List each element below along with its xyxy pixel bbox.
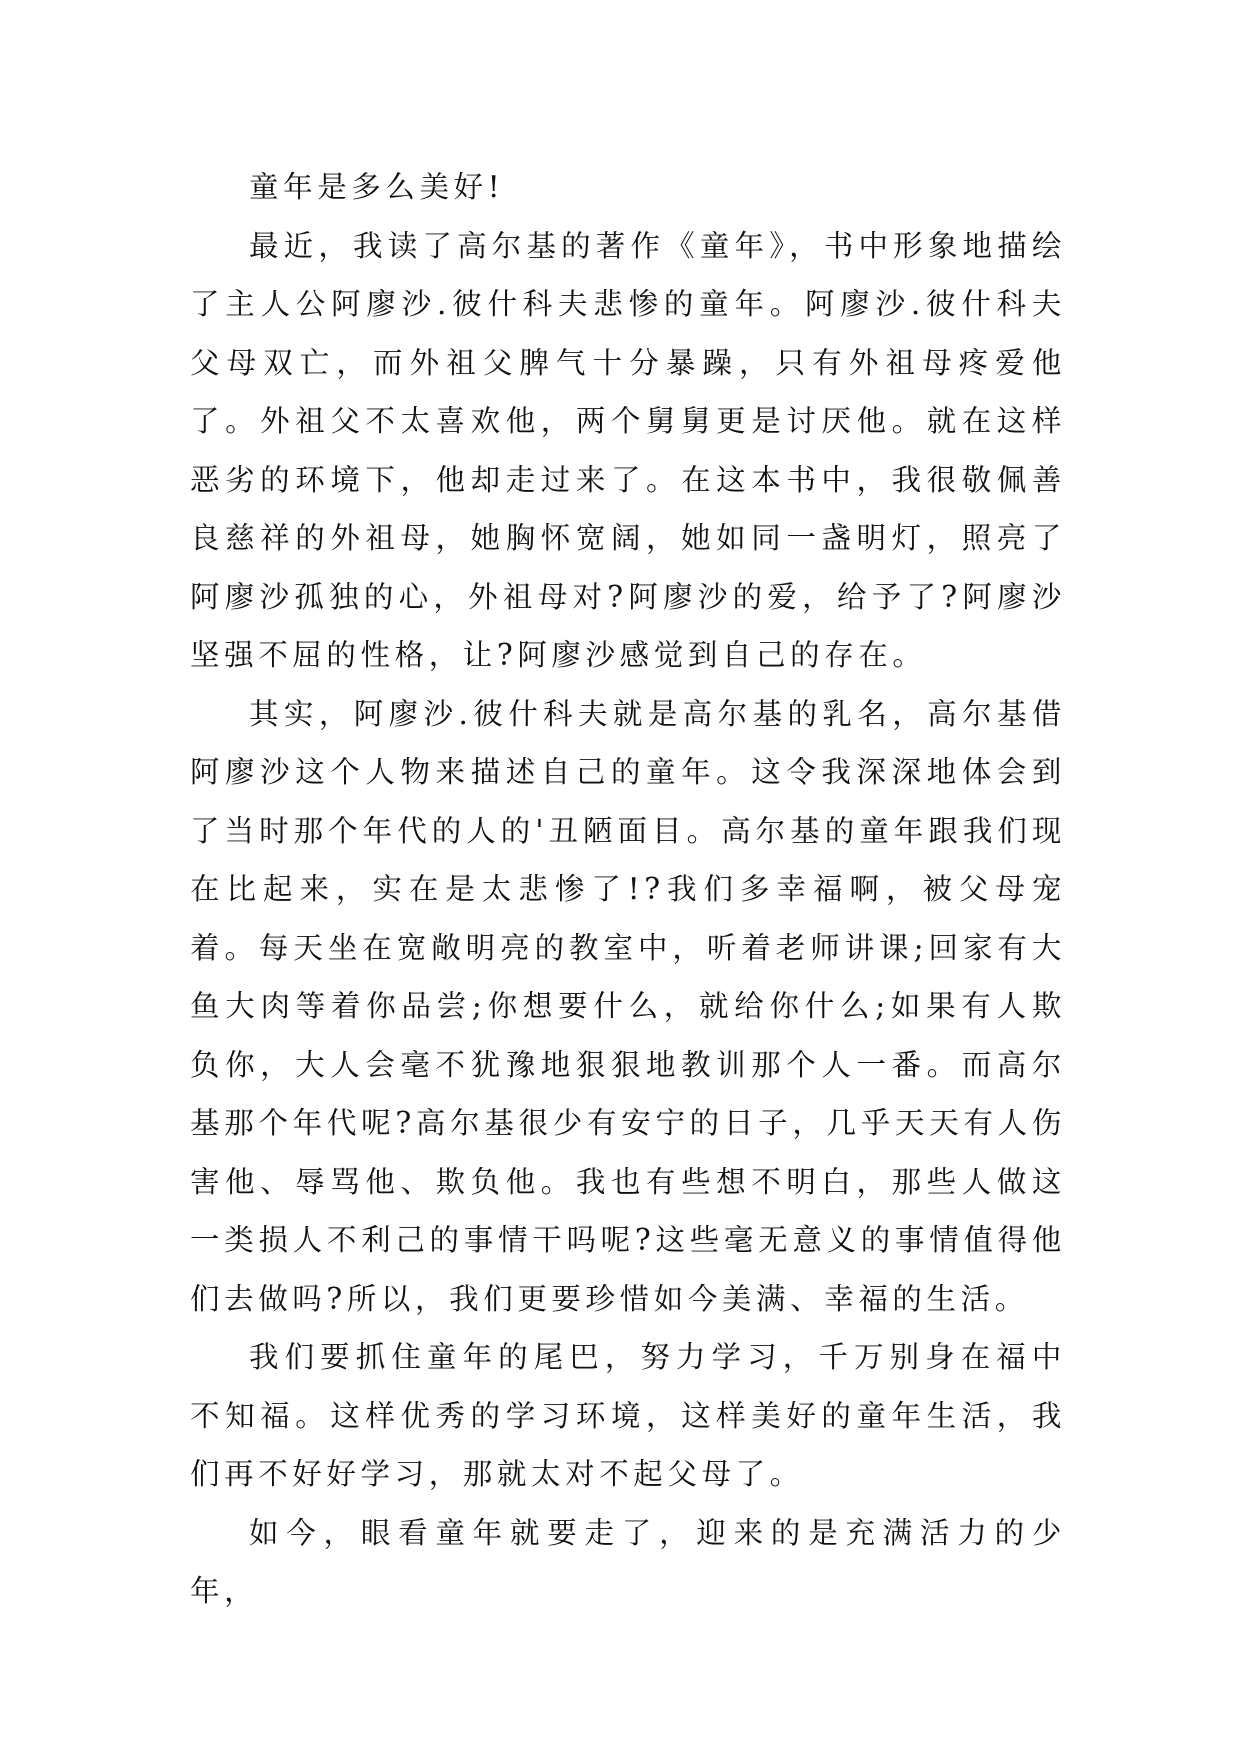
paragraph-2: 最近，我读了高尔基的著作《童年》，书中形象地描绘了主人公阿廖沙.彼什科夫悲惨的童年。阿廖沙.彼什科夫父母双亡，而外祖父脾气十分暴躁，只有外祖母疼爱他了。外祖父不太喜欢他，两个舅舅更是讨厌他。就在这样恶劣的环境下，他却走过来了。在这本书中，我很敬佩善良慈祥的外祖母，她胸怀宽阔，她如同一盏明灯，照亮了阿廖沙孤独的心，外祖母对?阿廖沙的爱，给予了?阿廖沙坚强不屈的性格，让?阿廖沙感觉到自己的存在。 — [190, 228, 1066, 672]
paragraph-4: 我们要抓住童年的尾巴，努力学习，千万别身在福中不知福。这样优秀的学习环境，这样美好的童年生活，我们再不好好学习，那就太对不起父母了。 — [190, 1340, 1066, 1491]
document-body — [190, 158, 1066, 1621]
paragraph-5: 如今，眼看童年就要走了，迎来的是充满活力的少年， — [190, 1515, 1066, 1608]
paragraph-3: 其实，阿廖沙.彼什科夫就是高尔基的乳名，高尔基借阿廖沙这个人物来描述自己的童年。这令我深深地体会到了当时那个年代的人的'丑陋面目。高尔基的童年跟我们现在比起来，实在是太悲惨了!?我们多幸福啊，被父母宠着。每天坐在宽敞明亮的教室中，听着老师讲课;回家有大鱼大肉等着你品尝;你想要什么，就给你什么;如果有人欺负你，大人会毫不犹豫地狠狠地教训那个人一番。而高尔基那个年代呢?高尔基很少有安宁的日子，几乎天天有人伤害他、辱骂他、欺负他。我也有些想不明白，那些人做这一类损人不利己的事情干吗呢?这些毫无意义的事情值得他们去做吗?所以，我们更要珍惜如今美满、幸福的生活。 — [190, 696, 1066, 1316]
paragraph-1: 童年是多么美好! — [249, 170, 505, 204]
